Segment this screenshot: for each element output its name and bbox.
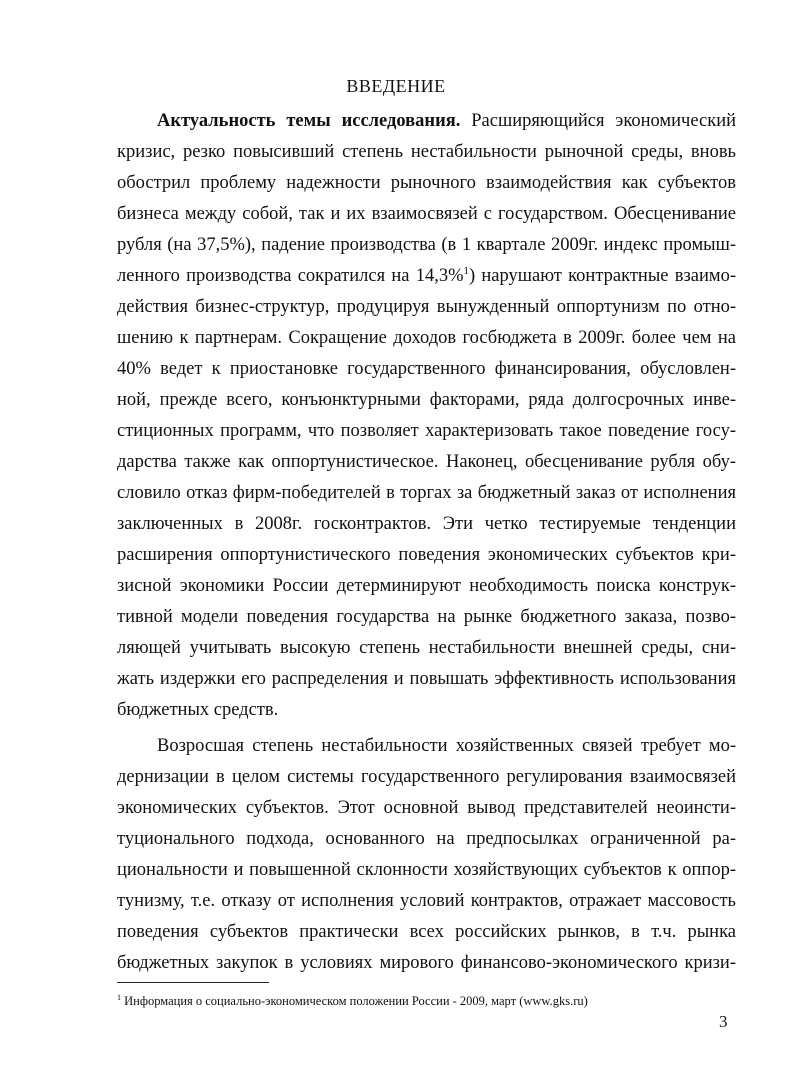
paragraph-line: Актуальность темы исследования. Расширяющийся экономический [157,111,736,131]
page-number: 3 [719,1012,728,1031]
footnote-reference: 1 [463,264,469,277]
paragraph-line: 40% ведет к приостановке государственного финансирования, обусловлен- [117,359,736,379]
paragraph-line: тунизму, т.е. отказу от исполнения условий контрактов, отражает массовость [117,891,736,911]
footnote-text: Информация о социально-экономическом положении России - 2009, март (www.gks.ru) [121,994,588,1008]
paragraph-line: циональности и повышенной склонности хозяйствующих субъектов к оппор- [117,860,736,880]
paragraph-line: экономических субъектов. Этот основной вывод представителей неоинсти- [117,798,736,818]
paragraph-line: стиционных программ, что позволяет характеризовать такое поведение госу- [117,421,736,441]
paragraph-line: ной, прежде всего, конъюнктурными факторами, ряда долгосрочных инве- [117,390,736,410]
topic-relevance-lead: Актуальность темы исследования. [157,111,461,131]
footnote-divider [117,982,269,983]
paragraph-line: заключенных в 2008г. госконтрактов. Эти четко тестируемые тенденции [117,514,736,534]
footnote [117,993,588,1009]
paragraph-line: Возросшая степень нестабильности хозяйственных связей требует мо- [157,736,736,756]
paragraph-line: зисной экономики России детерминируют необходимость поиска конструк- [117,576,736,596]
paragraph-line: шению к партнерам. Сокращение доходов госбюджета в 2009г. более чем на [117,328,736,348]
paragraph-line: ляющей учитывать высокую степень нестабильности внешней среды, сни- [117,638,736,658]
paragraph-line: дернизации в целом системы государственного регулирования взаимосвязей [117,767,736,787]
section-title: ВВЕДЕНИЕ [346,76,446,96]
paragraph-line: словило отказ фирм-победителей в торгах за бюджетный заказ от исполнения [117,483,736,503]
paragraph-line: дарства также как оппортунистическое. Наконец, обесценивание рубля обу- [117,452,736,472]
paragraph-line: бизнеса между собой, так и их взаимосвязей с государством. Обесценивание [117,204,736,224]
paragraph-line: рубля (на 37,5%), падение производства (в 1 квартале 2009г. индекс промыш- [117,235,736,255]
paragraph-line: расширения оппортунистического поведения экономических субъектов кри- [117,545,736,565]
paragraph-line: туционального подхода, основанного на предпосылках ограниченной ра- [117,829,736,849]
paragraph-line: тивной модели поведения государства на рынке бюджетного заказа, позво- [117,607,736,627]
paragraph-line: поведения субъектов практически всех российских рынков, в т.ч. рынка [117,922,736,942]
footnote-marker: 1 [117,992,121,1002]
paragraph-line: ленного производства сократился на 14,3%$^1$) нарушают контрактные взаимо- [117,264,736,286]
paragraph-line: действия бизнес-структур, продуцируя вынужденный оппортунизм по отно- [117,297,736,317]
paragraph-line: бюджетных средств. [117,700,279,720]
paragraph-line: кризис, резко повысивший степень нестабильности рыночной среды, вновь [117,142,736,162]
paragraph-line: жать издержки его распределения и повышать эффективность использования [117,669,736,689]
paragraph-line: бюджетных закупок в условиях мирового финансово-экономического кризи- [117,953,736,973]
paragraph-line: обострил проблему надежности рыночного взаимодействия как субъектов [117,173,736,193]
